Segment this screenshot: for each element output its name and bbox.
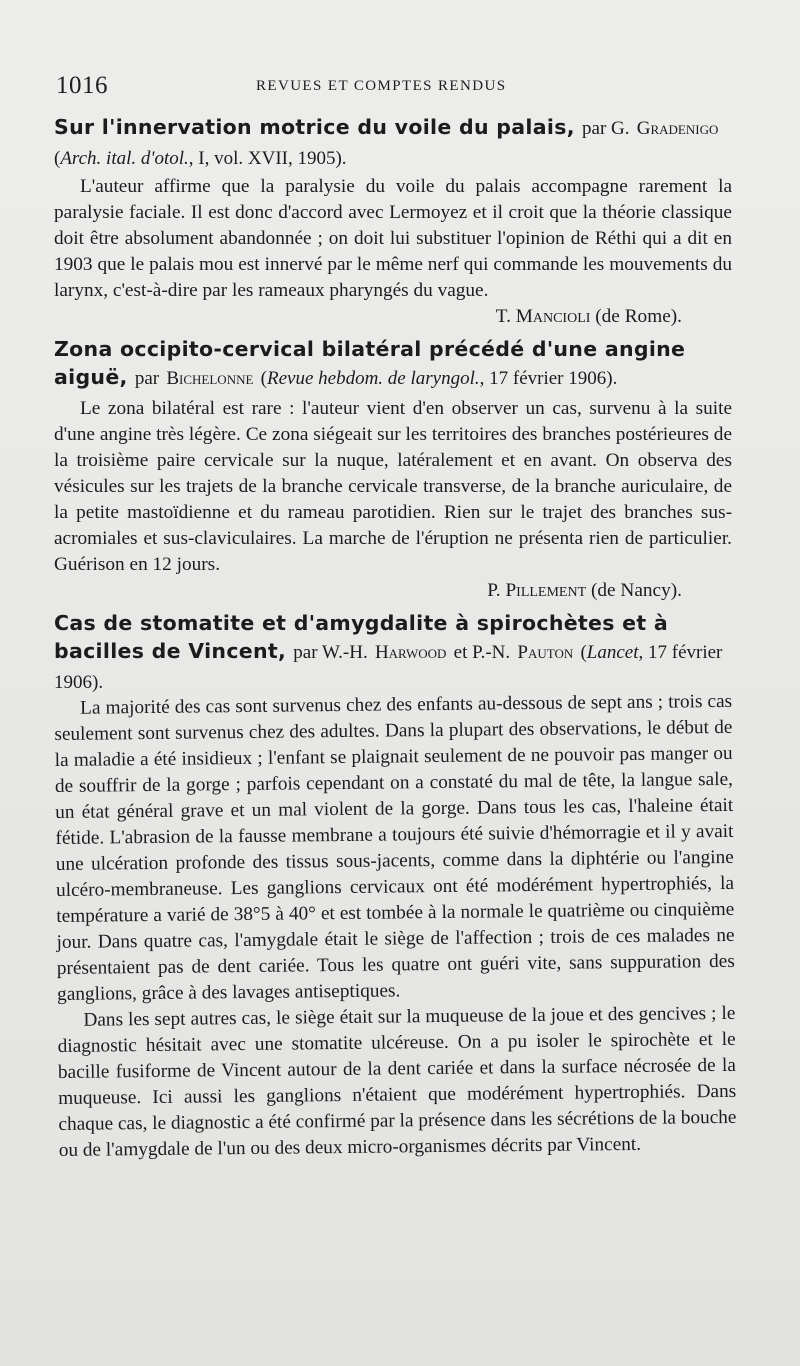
article-source: Arch. ital. d'otol.: [60, 148, 189, 169]
article-source: Lancet: [586, 642, 639, 663]
page-header: [56, 72, 756, 102]
article-signature: [54, 304, 682, 330]
article-source-details: , 17 février 1906).: [479, 368, 618, 389]
article-by: par W.-H.: [293, 642, 368, 663]
article-author: Gradenigo: [636, 118, 719, 139]
running-head: REVUES ET COMPTES RENDUS: [256, 78, 507, 94]
signature-place: (de Rome).: [595, 306, 682, 327]
article-heading: Cas de stomatite et d'amygdalite à spirochètes et à bacilles de Vincent, par W.-H. Harwood et P.-N. Pauton (Lancet, 17 février 1906).: [54, 611, 723, 693]
article-source-details: , 17 février 1906).: [54, 642, 723, 693]
signature-author: T. Mancioli: [495, 306, 591, 327]
signature-place: (de Nancy).: [590, 580, 682, 601]
article-title: Sur l'innervation motrice du voile du palais,: [54, 115, 575, 139]
article-title: Zona occipito-cervical bilatéral précédé d'une angine aiguë,: [54, 337, 686, 389]
article-by: par: [134, 368, 160, 389]
article-paragraph: Dans les sept autres cas, le siège était sur la muqueuse de la joue et des gencives ; le diagnostic hésitait avec une stomatite ulcéreuse. On a pu isoler le spirochète et le bacille fusiforme de Vincent autour de la dent cariée et dans la surface nécrosée de la muqueuse. Ici aussi les ganglions n'étaient que modérément hypertrophiés. Dans chaque cas, le diagnostic a été confirmé par la présence dans les sécrétions de la bouche ou de l'amygdale de l'un ou des deux micro-organismes décrits par Vincent.: [57, 1002, 737, 1161]
page-body: [54, 112, 737, 1164]
article-body: L'auteur affirme que la paralysie du voile du palais accompagne rarement la paralysie faciale. Il est donc d'accord avec Lermoyez et il croit que la théorie classique doit être absolument abandonnée ; on doit lui substituer l'opinion de Réthi qui a dit en 1903 que le palais mou est innervé par le même nerf qui commande les mouvements du larynx, c'est-à-dire par les rameaux pharyngés du vague.: [54, 176, 732, 301]
article-author-join: et P.-N.: [453, 642, 511, 663]
article-body: [54, 689, 737, 1164]
article-by: par G.: [582, 118, 630, 139]
article-zona: [54, 334, 732, 604]
page-number: 1016: [56, 72, 108, 99]
article-voile-du-palais: [54, 112, 732, 330]
article-author-2: Pauton: [517, 642, 574, 663]
article-stomatite: [54, 608, 737, 1164]
article-paragraph: La majorité des cas sont survenus chez des enfants au-dessous de sept ans ; trois cas seulement sont survenus chez des adultes. Dans la plupart des observations, le début de la maladie a été insidieux ; l'enfant se plaignait seulement de ne pouvoir pas manger ou de souffrir de la gorge ; parfois cependant on a constaté du mal de tête, la langue sale, un état général grave et un mal violent de la gorge. Dans tous les cas, l'haleine était fétide. L'abrasion de la fausse membrane a toujours été suivie d'hémorragie et il y avait une ulcération profonde des tissus sous-jacents, comme dans la diphtérie ou l'angine ulcéro-membraneuse. Les ganglions cervicaux ont été modérément hypertrophiés, la température a varié de 38°5 à 40° et est tombée à la normale le quatrième ou cinquième jour. Dans quatre cas, l'amygdale était le siège de l'affection ; trois de ces malades ne présentaient pas de dent cariée. Tous les quatre ont guéri vite, sans suppuration des ganglions, grâce à des lavages antiseptiques.: [54, 690, 735, 1005]
article-author: Harwood: [374, 642, 447, 663]
article-author: Bichelonne: [166, 368, 254, 389]
article-source-details: , I, vol. XVII, 1905).: [188, 148, 347, 169]
article-heading: Sur l'innervation motrice du voile du palais, par G. Gradenigo (Arch. ital. d'otol., I, vol. XVII, 1905).: [54, 115, 719, 169]
article-body: Le zona bilatéral est rare : l'auteur vient d'en observer un cas, survenu à la suite d'une angine très légère. Ce zona siégeait sur les territoires des branches postérieures de la troisième paire cervicale sur la nuque, latéralement et en avant. On observa des vésicules sur les trajets de la branche cervicale transverse, de la branche auriculaire, de la petite mastoïdienne et du rameau parotidien. Rien sur le trajet des branches sus-acromiales et sus-claviculaires. La marche de l'éruption ne présenta rien de particulier. Guérison en 12 jours.: [54, 398, 732, 575]
article-title: Cas de stomatite et d'amygdalite à spirochètes et à bacilles de Vincent,: [54, 611, 669, 663]
article-heading: Zona occipito-cervical bilatéral précédé d'une angine aiguë, par Bichelonne (Revue hebdom. de laryngol., 17 février 1906).: [54, 337, 686, 389]
signature-author: P. Pillement: [487, 580, 587, 601]
article-signature: [54, 578, 682, 604]
article-source: Revue hebdom. de laryngol.: [266, 368, 480, 389]
